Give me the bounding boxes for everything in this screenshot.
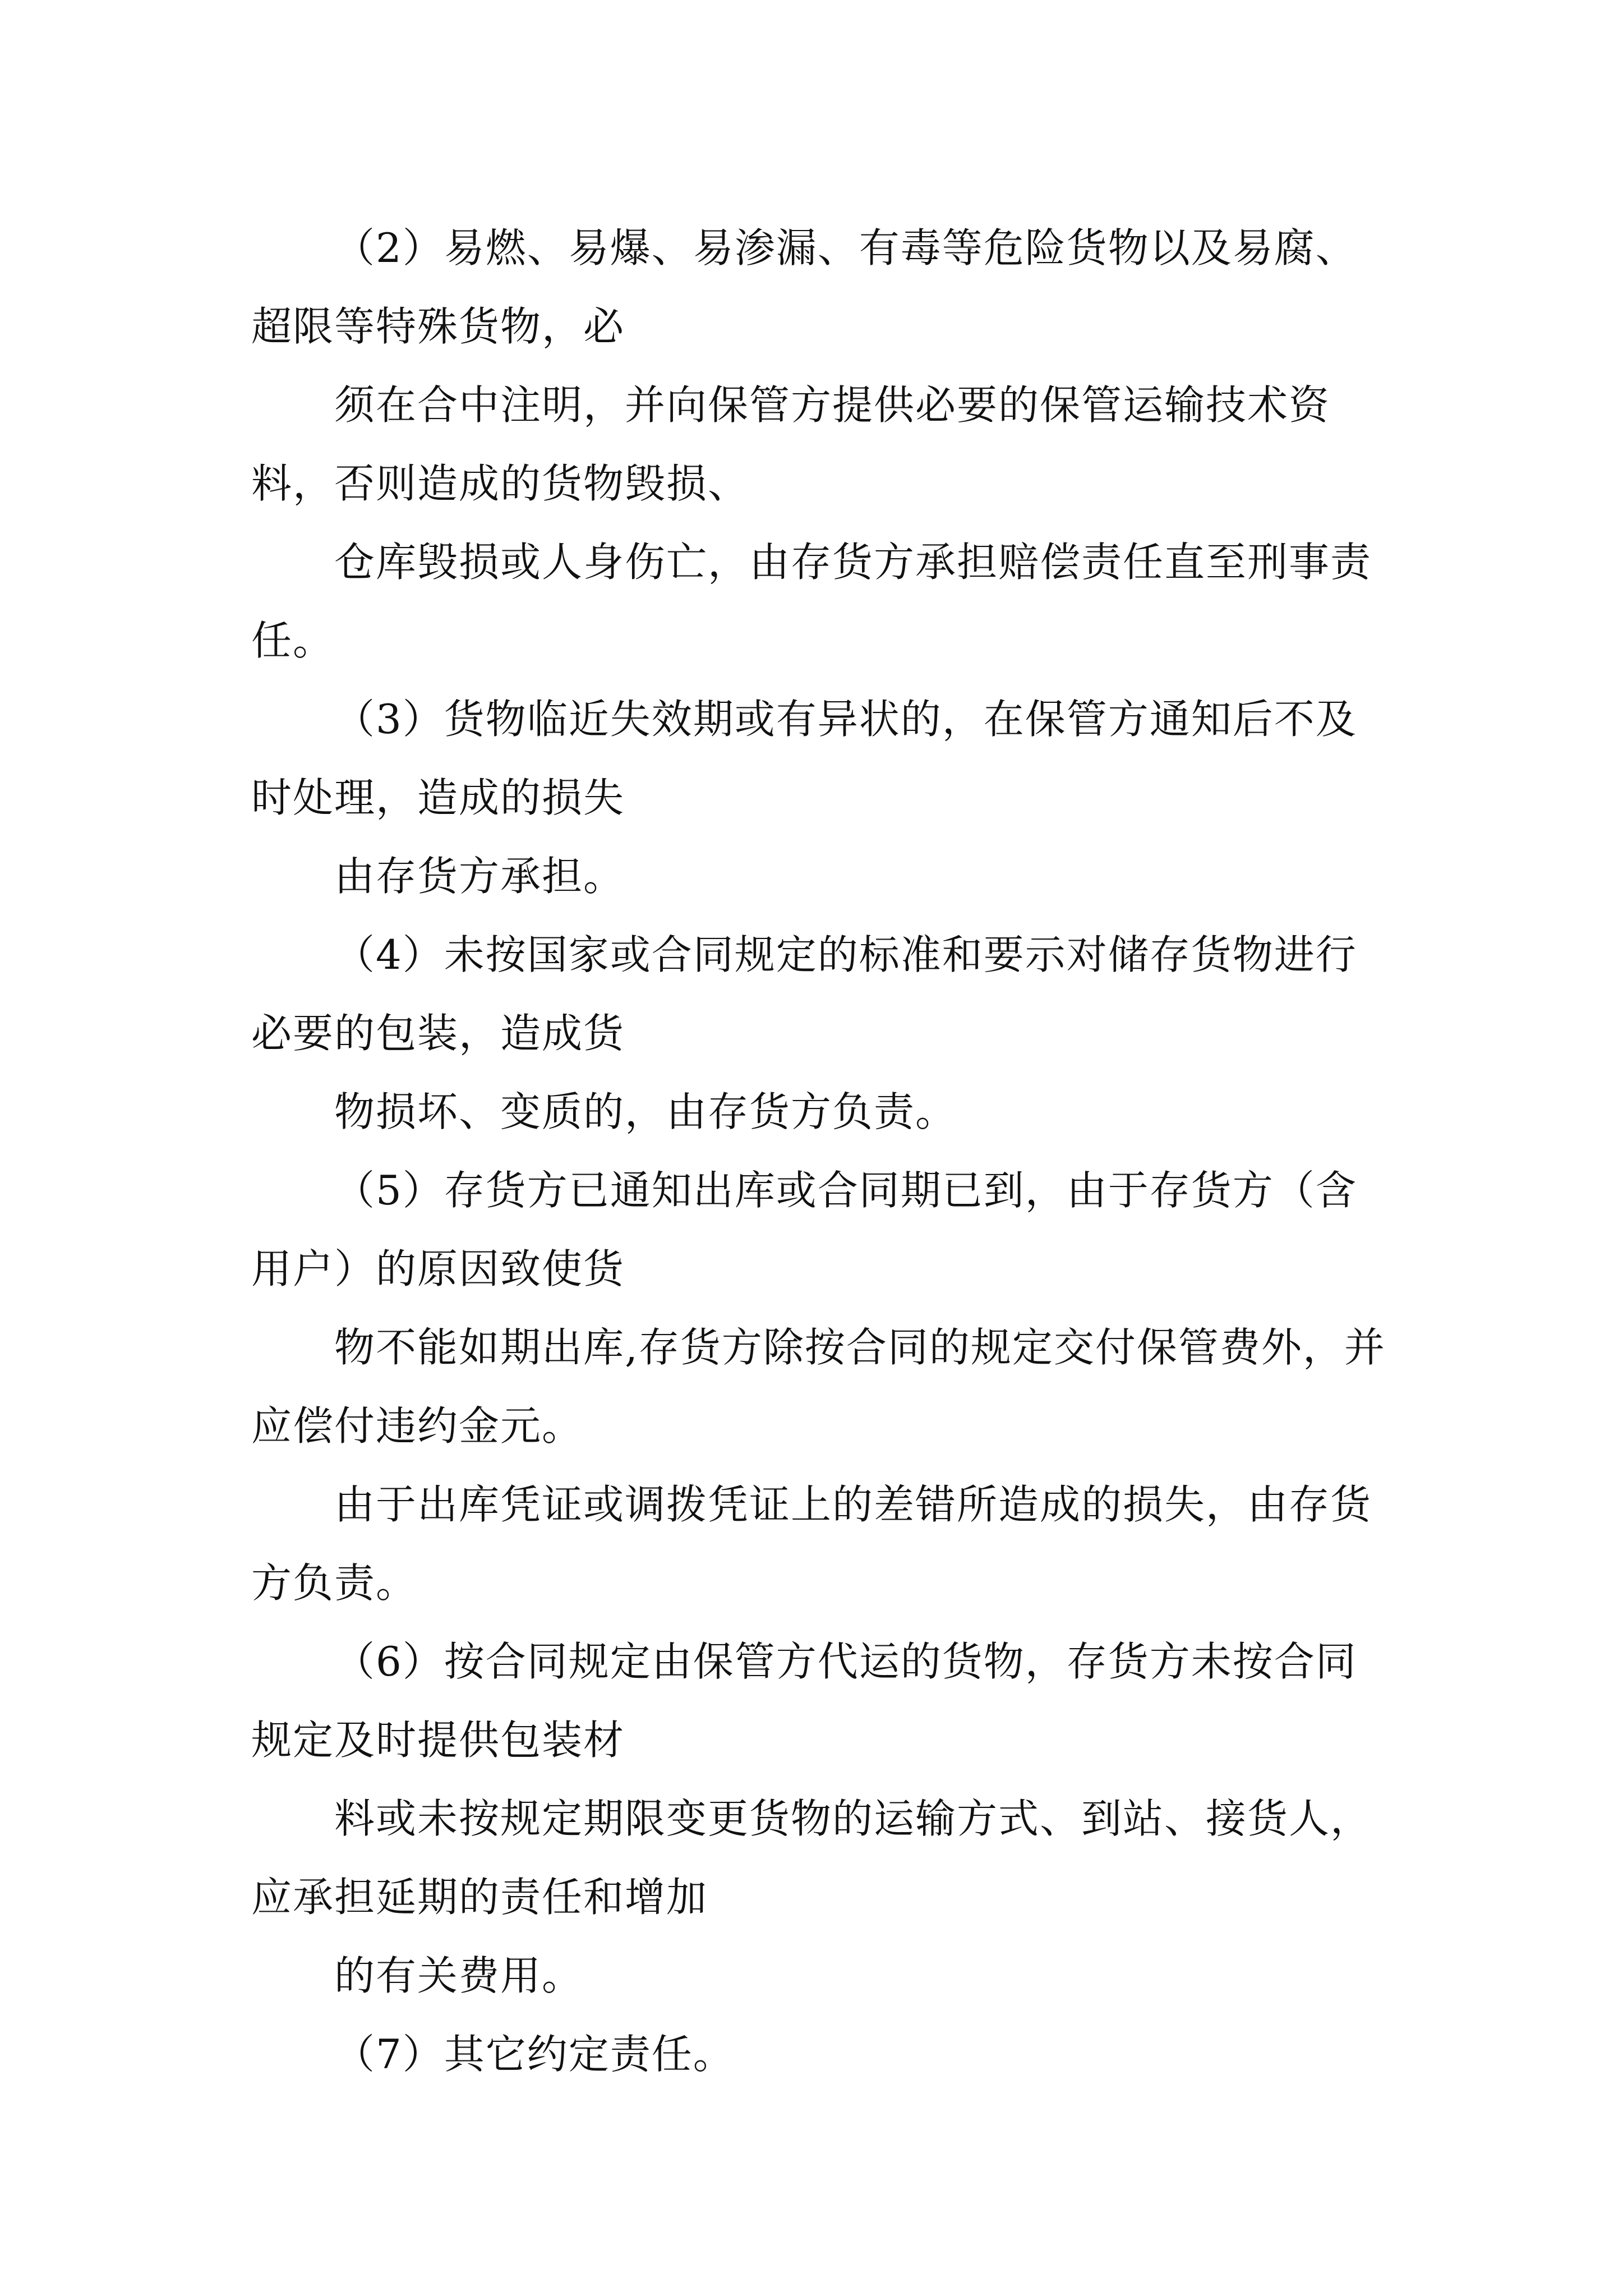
paragraph-4-continued: 物损坏、变质的，由存货方负责。 [334,1088,957,1135]
paragraph-6-continued-fees: 的有关费用。 [334,1952,584,1999]
paragraph-6-continued-delay: 料或未按规定期限变更货物的运输方式、到站、接货人，应承担延期的责任和增加 [251,1795,1372,1921]
paragraph-7-other-liability: （7）其它约定责任。 [334,2031,735,2078]
paragraph-3-continued: 由存货方承担。 [334,853,625,900]
paragraph-2-hazardous-goods: （2）易燃、易爆、易渗漏、有毒等危险货物以及易腐、超限等特殊货物，必 [251,224,1357,350]
paragraph-5-continued-voucher-error: 由于出库凭证或调拨凭证上的差错所造成的损失，由存货方负责。 [251,1481,1372,1607]
paragraph-3-expiry: （3）货物临近失效期或有异状的，在保管方通知后不及时处理，造成的损失 [251,696,1357,821]
paragraph-2-continued-liability: 仓库毁损或人身伤亡，由存货方承担赔偿责任直至刑事责任。 [251,539,1372,664]
paragraph-2-continued-notice: 须在合中注明，并向保管方提供必要的保管运输技术资料，否则造成的货物毁损、 [251,381,1331,507]
document-body [251,209,1395,2093]
paragraph-5-continued-penalty: 物不能如期出库,存货方除按合同的规定交付保管费外，并应偿付违约金元。 [251,1324,1386,1450]
paragraph-6-transport: （6）按合同规定由保管方代运的货物，存货方未按合同规定及时提供包装材 [251,1638,1357,1764]
paragraph-5-delivery: （5）存货方已通知出库或合同期已到，由于存货方（含用户）的原因致使货 [251,1167,1357,1292]
paragraph-4-packaging: （4）未按国家或合同规定的标准和要示对储存货物进行必要的包装，造成货 [251,931,1357,1057]
